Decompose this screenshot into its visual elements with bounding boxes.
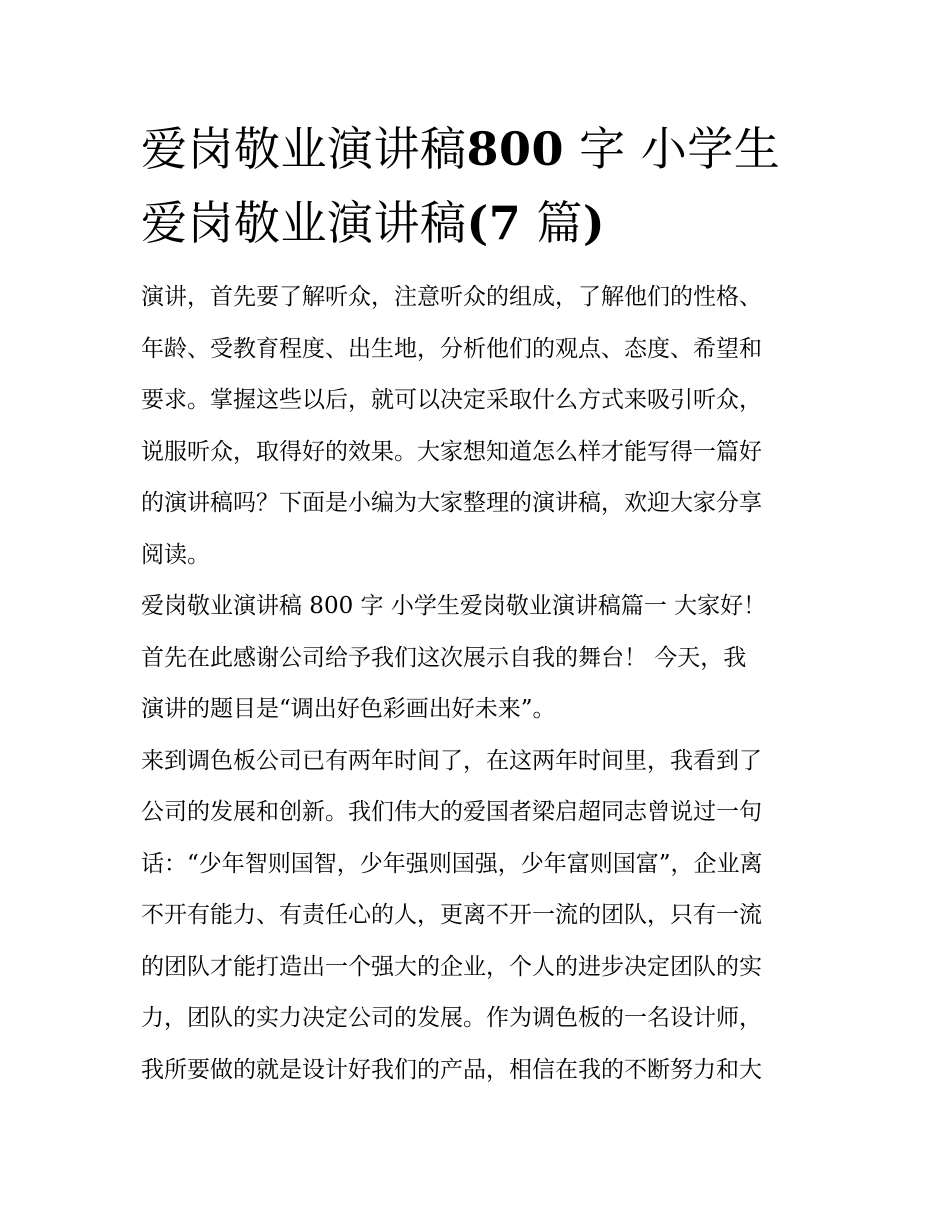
text-line: 首先在此感谢公司给予我们这次展示自我的舞台！ 今天，我 (141, 644, 747, 671)
document-body (141, 272, 813, 1096)
text-line: 来到调色板公司已有两年时间了，在这两年时间里，我看到了 (141, 747, 762, 774)
text-line: 的团队才能打造出一个强大的企业，个人的进步决定团队的实 (141, 953, 762, 980)
text-line: 爱岗敬业演讲稿 800 字 小学生爱岗敬业演讲稿篇一 大家好！ (141, 593, 767, 619)
title-count: (7 (466, 196, 522, 250)
text-line: 演讲的题目是“调出好色彩画出好未来”。 (141, 696, 556, 722)
text-line: 我所要做的就是设计好我们的产品，相信在我的不断努力和大 (141, 1056, 762, 1083)
document-page (141, 112, 813, 1096)
text-line: 不开有能力、有责任心的人，更离不开一流的团队，只有一流 (141, 902, 762, 928)
text-line: 要求。掌握这些以后，就可以决定采取什么方式来吸引听众， (141, 387, 762, 413)
title-paren: ) (582, 196, 606, 250)
title-line-2 (141, 186, 813, 260)
title-text: 字 小学生 (564, 122, 781, 176)
text-line: 演讲，首先要了解听众，注意听众的组成，了解他们的性格、 (141, 284, 762, 310)
text-line: 力，团队的实力决定公司的发展。作为调色板的一名设计师， (141, 1005, 762, 1031)
text-line: 话：“少年智则国智，少年强则国强，少年富则国富”，企业离 (141, 850, 763, 877)
text-line: 阅读。 (141, 541, 210, 568)
title-text: 篇 (521, 196, 583, 250)
text-line: 说服听众，取得好的效果。大家想知道怎么样才能写得一篇好 (141, 438, 762, 465)
title-text: 爱岗敬业演讲稿 (141, 196, 467, 250)
text-line: 公司的发展和创新。我们伟大的爱国者梁启超同志曾说过一句 (141, 799, 762, 825)
text-line: 年龄、受教育程度、出生地，分析他们的观点、态度、希望和 (141, 335, 762, 362)
document-title (141, 112, 813, 260)
title-text: 爱岗敬业演讲稿 (141, 122, 467, 176)
title-line-1 (141, 112, 813, 186)
title-number: 800 (466, 122, 565, 176)
text-line: 的演讲稿吗？下面是小编为大家整理的演讲稿，欢迎大家分享 (141, 490, 762, 516)
